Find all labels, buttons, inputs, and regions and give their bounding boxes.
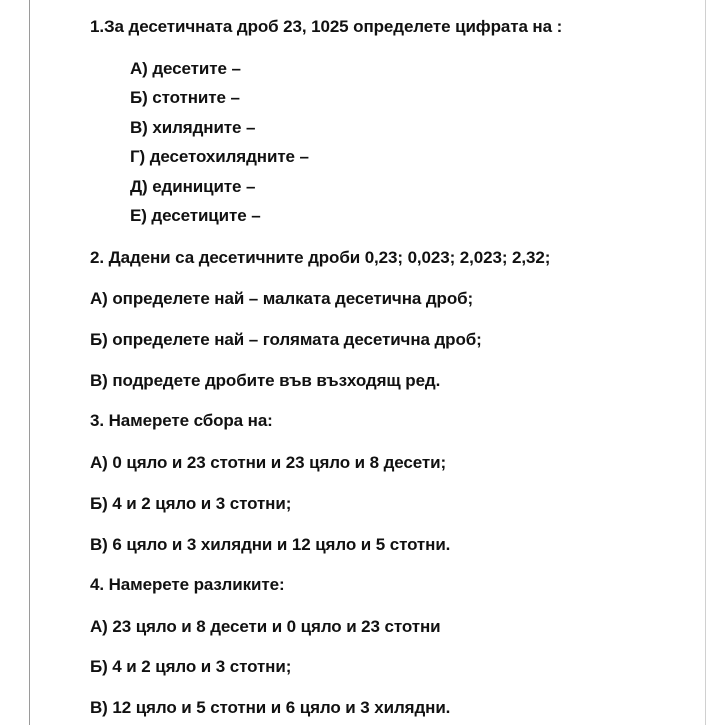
question-3-item-b: Б) 4 и 2 цяло и 3 стотни; (90, 494, 292, 513)
question-3-item-c: В) 6 цяло и 3 хилядни и 12 цяло и 5 стотни. (90, 535, 451, 554)
question-4-title: 4. Намерете разликите: (90, 575, 285, 594)
question-3-item-a: А) 0 цяло и 23 стотни и 23 цяло и 8 десети; (90, 453, 447, 472)
question-2-item-a: А) определете най – малката десетична дроб; (90, 289, 474, 308)
question-4-item-a: А) 23 цяло и 8 десети и 0 цяло и 23 стотни (90, 617, 441, 636)
page-right-border (705, 0, 706, 725)
page-left-border (29, 0, 30, 725)
question-2-item-c: В) подредете дробите във възходящ ред. (90, 371, 441, 390)
question-1-item-d: Г) десетохилядните – (130, 147, 309, 166)
question-4-item-b: Б) 4 и 2 цяло и 3 стотни; (90, 657, 292, 676)
question-2-item-b: Б) определете най – голямата десетична дроб; (90, 330, 482, 349)
question-1-item-c: В) хилядните – (130, 118, 256, 137)
question-1-title: 1.За десетичната дроб 23, 1025 определете цифрата на : (90, 17, 563, 36)
question-2-title: 2. Дадени са десетичните дроби 0,23; 0,023; 2,023; 2,32; (90, 248, 551, 267)
question-1-item-f: Е) десетиците – (130, 206, 261, 225)
question-1-item-a: А) десетите – (130, 59, 241, 78)
question-1-item-b: Б) стотните – (130, 88, 240, 107)
question-4-item-c: В) 12 цяло и 5 стотни и 6 цяло и 3 хилядни. (90, 698, 451, 717)
question-3-title: 3. Намерете сбора на: (90, 411, 273, 430)
question-1-item-e: Д) единиците – (130, 177, 256, 196)
